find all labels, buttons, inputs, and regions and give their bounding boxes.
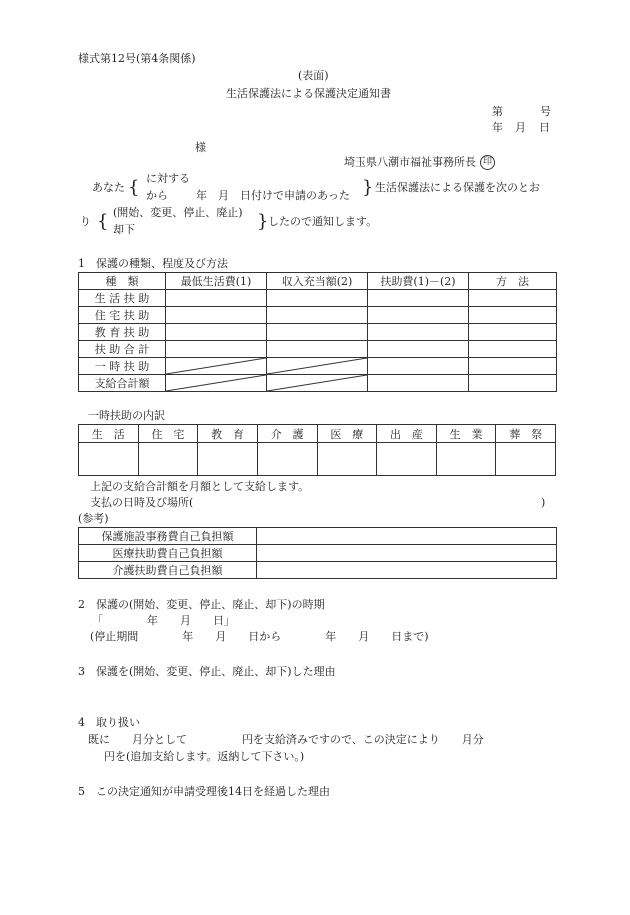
date-day: 日 (539, 121, 550, 134)
intro-ri: り (80, 215, 91, 228)
column-header: 方 法 (469, 273, 557, 290)
input-cell[interactable] (469, 358, 557, 375)
form-side: (表面) (298, 69, 329, 82)
input-cell[interactable] (469, 341, 557, 358)
input-cell[interactable] (138, 443, 198, 476)
input-cell[interactable] (257, 545, 557, 562)
section4-line2: 円を(追加支給します。返納して下さい。) (104, 750, 305, 763)
diagonal-cell (267, 375, 368, 392)
section4-line1: 既に 月分として 円を支給済みですので、この決定により 月分 (88, 733, 484, 746)
table-row (79, 290, 557, 307)
table-row (79, 341, 557, 358)
input-cell[interactable] (317, 443, 377, 476)
payment-line1: 上記の支給合計額を月額として支給します。 (90, 480, 310, 493)
row-label: 生 活 扶 助 (79, 290, 166, 307)
input-cell[interactable] (267, 341, 368, 358)
diagonal-line (166, 358, 266, 374)
input-cell[interactable] (469, 290, 557, 307)
column-header: 医 療 (317, 425, 377, 443)
column-header: 収入充当額(2) (267, 273, 368, 290)
column-header: 葬 祭 (496, 425, 556, 443)
column-header: 扶助費(1)－(2) (368, 273, 469, 290)
temporary-heading: 一時扶助の内訳 (88, 409, 165, 422)
section1-heading: 1 保護の種類、程度及び方法 (78, 257, 228, 270)
intro-notify: したので通知します。 (268, 215, 378, 228)
column-header: 教 育 (198, 425, 258, 443)
date-year: 年 (492, 121, 503, 134)
table-row (79, 545, 557, 562)
input-cell[interactable] (469, 307, 557, 324)
input-cell[interactable] (257, 562, 557, 579)
seal-icon: 印 (480, 155, 495, 170)
left-brace-icon-2: { (97, 211, 109, 232)
input-cell[interactable] (267, 290, 368, 307)
input-cell[interactable] (166, 341, 267, 358)
form-number: 様式第12号(第4条関係) (78, 52, 196, 65)
input-cell[interactable] (368, 324, 469, 341)
intro-kyakka: 却下 (113, 223, 135, 236)
row-label: 扶 助 合 計 (79, 341, 166, 358)
payment-line2: 支払の日時及び場所( (90, 496, 194, 509)
input-cell[interactable] (469, 375, 557, 392)
diagonal-cell (166, 375, 267, 392)
column-header: 種 類 (79, 273, 166, 290)
table-row (79, 375, 557, 392)
document-title: 生活保護法による保護決定通知書 (226, 87, 391, 100)
input-cell[interactable] (267, 324, 368, 341)
input-cell[interactable] (166, 307, 267, 324)
reference-label: (参考) (78, 512, 109, 525)
input-cell[interactable] (368, 341, 469, 358)
row-label: 教 育 扶 助 (79, 324, 166, 341)
input-cell[interactable] (368, 290, 469, 307)
column-header: 生 活 (79, 425, 139, 443)
intro-date-line: 年 月 日付けで申請のあった (196, 189, 350, 202)
issuer (344, 155, 495, 170)
temporary-table (78, 424, 556, 476)
date-month: 月 (515, 121, 526, 134)
input-cell[interactable] (436, 443, 496, 476)
input-cell[interactable] (257, 528, 557, 545)
row-label: 住 宅 扶 助 (79, 307, 166, 324)
diagonal-line (166, 375, 266, 391)
table-row (79, 307, 557, 324)
column-header: 出 産 (377, 425, 437, 443)
row-label: 一 時 扶 助 (79, 358, 166, 375)
right-brace-icon: } (362, 177, 374, 198)
protection-table (78, 272, 557, 392)
row-label: 医療扶助費自己負担額 (79, 545, 257, 562)
row-label: 介護扶助費自己負担額 (79, 562, 257, 579)
table-row (79, 562, 557, 579)
diagonal-cell (267, 358, 368, 375)
column-header: 介 護 (257, 425, 317, 443)
diagonal-line (267, 375, 367, 391)
table-header-row (79, 273, 557, 290)
table-row (79, 443, 556, 476)
table-row (79, 358, 557, 375)
payment-close: ) (541, 496, 546, 509)
intro-ni-taisuru: に対する (146, 172, 190, 185)
column-header: 生 業 (436, 425, 496, 443)
input-cell[interactable] (257, 443, 317, 476)
section4-heading: 4 取り扱い (78, 716, 140, 729)
diagonal-line (267, 358, 367, 374)
diagonal-cell (166, 358, 267, 375)
number-suffix: 号 (540, 105, 551, 118)
number-prefix: 第 (492, 105, 503, 118)
row-label: 支給合計額 (79, 375, 166, 392)
input-cell[interactable] (368, 307, 469, 324)
intro-anata: あなた (92, 181, 125, 194)
input-cell[interactable] (368, 375, 469, 392)
input-cell[interactable] (469, 324, 557, 341)
left-brace-icon: { (128, 177, 140, 198)
section3-heading: 3 保護を(開始、変更、停止、廃止、却下)した理由 (78, 665, 336, 678)
table-row (79, 324, 557, 341)
reference-table (78, 527, 557, 579)
input-cell[interactable] (496, 443, 556, 476)
issuer-name: 埼玉県八潮市福祉事務所長 (344, 155, 476, 169)
intro-law-text: 生活保護法による保護を次のとお (375, 181, 540, 194)
intro-kara: から (146, 189, 168, 202)
input-cell[interactable] (166, 290, 267, 307)
column-header: 住 宅 (138, 425, 198, 443)
section2-heading: 2 保護の(開始、変更、停止、廃止、却下)の時期 (78, 598, 325, 611)
row-label: 保護施設事務費自己負担額 (79, 528, 257, 545)
input-cell[interactable] (166, 324, 267, 341)
table-row (79, 528, 557, 545)
addressee-suffix: 様 (195, 141, 206, 154)
input-cell[interactable] (79, 443, 139, 476)
input-cell[interactable] (377, 443, 437, 476)
intro-options: (開始、変更、停止、廃止) (113, 206, 243, 219)
input-cell[interactable] (198, 443, 258, 476)
input-cell[interactable] (267, 307, 368, 324)
column-header: 最低生活費(1) (166, 273, 267, 290)
table-header-row (79, 425, 556, 443)
input-cell[interactable] (368, 358, 469, 375)
section5-heading: 5 この決定通知が申請受理後14日を経過した理由 (78, 785, 330, 798)
right-brace-icon-2: } (257, 211, 269, 232)
section2-stop-line: (停止期間 年 月 日から 年 月 日まで) (90, 630, 429, 643)
section2-date-line: 「 年 月 日」 (92, 614, 235, 627)
